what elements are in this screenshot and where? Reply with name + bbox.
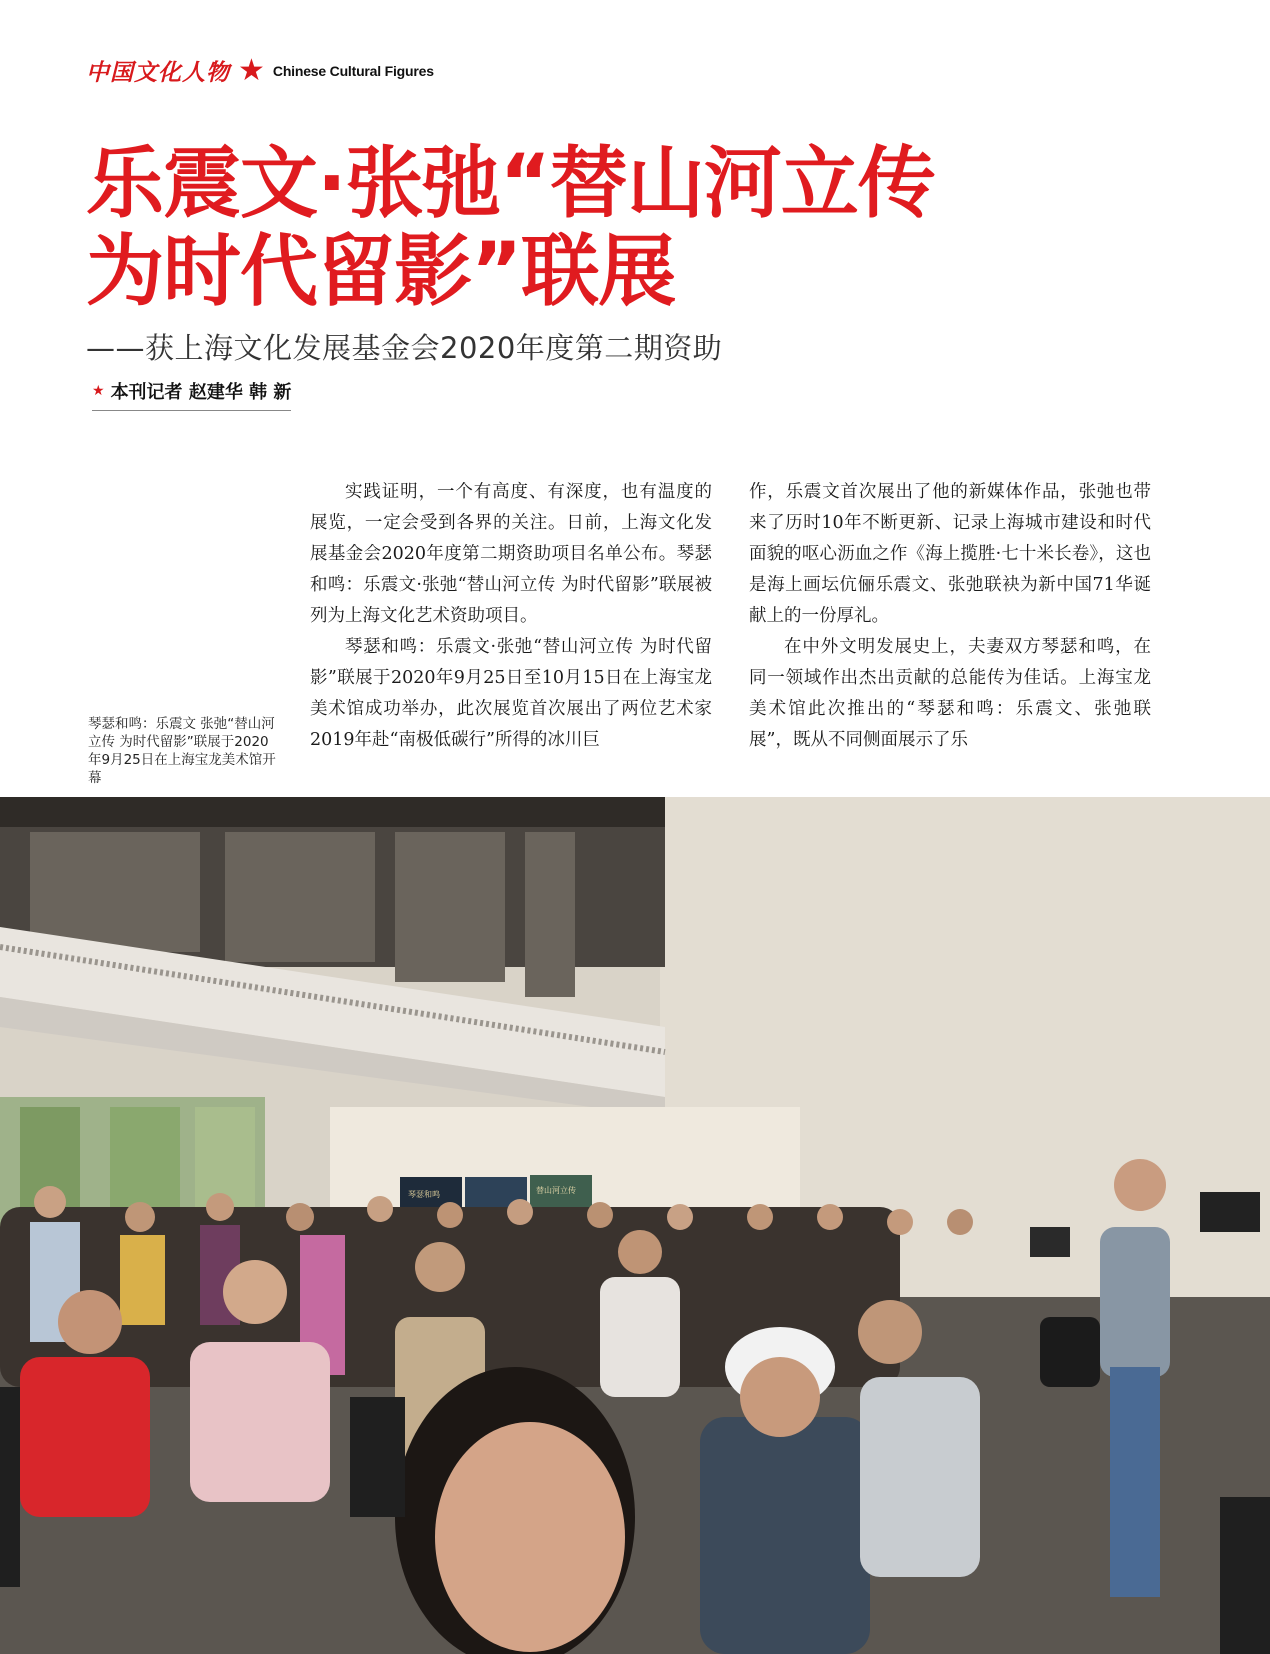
body-column-1 <box>310 477 712 756</box>
paragraph: 在中外文明发展史上，夫妻双方琴瑟和鸣，在同一领域作出杰出贡献的总能传为佳话。上海宝龙美术馆此次推出的“琴瑟和鸣：乐震文、张弛联展”，既从不同侧面展示了乐 <box>749 637 1151 750</box>
article-subheadline: ——获上海文化发展基金会2020年度第二期资助 <box>86 331 723 365</box>
section-header <box>86 54 434 87</box>
photo-illustration <box>0 797 1270 1654</box>
star-icon: ★ <box>238 52 265 88</box>
byline <box>92 378 291 411</box>
exhibition-photo <box>0 797 1270 1654</box>
section-title-en: Chinese Cultural Figures <box>272 62 434 79</box>
screen-text: 替山河立传 <box>536 1186 576 1195</box>
screen-text: 琴瑟和鸣 <box>408 1190 440 1199</box>
headline-line-2: 为时代留影”联展 <box>86 227 676 317</box>
photo-caption: 琴瑟和鸣：乐震文 张弛“替山河立传 为时代留影”联展于2020年9月25日在上海宝龙美术馆开幕 <box>88 716 276 786</box>
section-title-cn: 中国文化人物 <box>86 60 230 86</box>
body-column-2 <box>749 477 1151 756</box>
headline-line-1: 乐震文·张弛“替山河立传 <box>86 139 935 229</box>
paragraph: 实践证明，一个有高度、有深度，也有温度的展览，一定会受到各界的关注。日前，上海文化发展基金会2020年度第二期资助项目名单公布。琴瑟和鸣：乐震文·张弛“替山河立传 为时代留影”联展被列为上海文化艺术资助项目。 <box>310 482 712 626</box>
byline-text: 本刊记者 赵建华 韩 新 <box>110 382 292 403</box>
article-headline <box>86 140 1186 316</box>
star-icon: ★ <box>92 383 105 399</box>
paragraph: 琴瑟和鸣：乐震文·张弛“替山河立传 为时代留影”联展于2020年9月25日至10月15日在上海宝龙美术馆成功举办，此次展览首次展出了两位艺术家2019年赴“南极低碳行”所得的冰川巨 <box>310 637 712 750</box>
paragraph: 作，乐震文首次展出了他的新媒体作品，张弛也带来了历时10年不断更新、记录上海城市建设和时代面貌的呕心沥血之作《海上揽胜·七十米长卷》，这也是海上画坛伉俪乐震文、张弛联袂为新中国71华诞献上的一份厚礼。 <box>749 482 1151 626</box>
